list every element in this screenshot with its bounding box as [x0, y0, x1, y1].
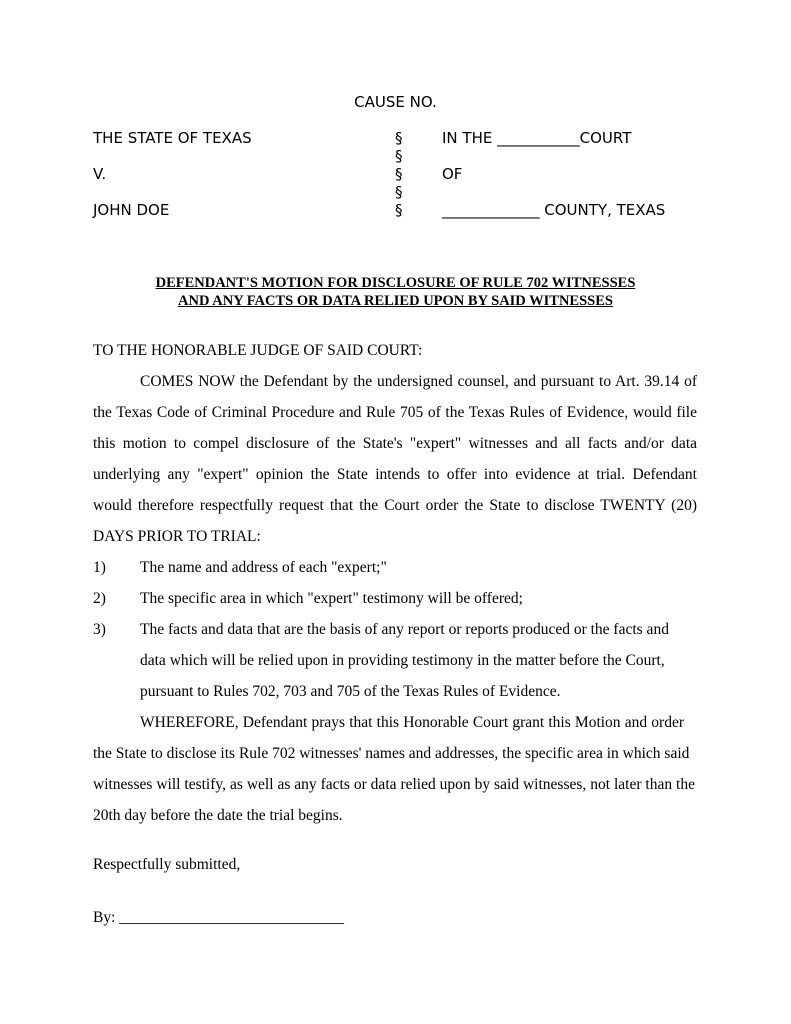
- item-number: 2): [93, 590, 106, 607]
- party-versus: V.: [93, 165, 107, 183]
- salutation: TO THE HONORABLE JUDGE OF SAID COURT:: [93, 342, 423, 359]
- section-symbol: §: [395, 165, 403, 183]
- signature-line: By: _____________________________: [93, 909, 345, 926]
- court-of: OF: [442, 165, 463, 183]
- section-symbol: §: [395, 129, 403, 147]
- section-symbol: §: [395, 201, 403, 219]
- item-text: The specific area in which "expert" testimony will be offered;: [140, 590, 523, 607]
- intro-line: this motion to compel disclosure of the State's "expert" witnesses and all facts and/or data: [93, 435, 697, 452]
- intro-line: underlying any "expert" opinion the State intends to offer into evidence at trial. Defendant: [93, 466, 697, 483]
- prayer-line: WHEREFORE, Defendant prays that this Honorable Court grant this Motion and order: [140, 714, 684, 731]
- item-text: The name and address of each "expert;": [140, 559, 387, 576]
- cause-number: CAUSE NO.: [354, 93, 437, 111]
- motion-title-line1: DEFENDANT'S MOTION FOR DISCLOSURE OF RULE 702 WITNESSES: [155, 275, 636, 291]
- party-plaintiff: THE STATE OF TEXAS: [93, 129, 252, 147]
- item-text: pursuant to Rules 702, 703 and 705 of the Texas Rules of Evidence.: [140, 683, 561, 700]
- item-text: The facts and data that are the basis of any report or reports produced or the facts and: [140, 621, 669, 638]
- court-county: _____________ COUNTY, TEXAS: [442, 201, 666, 219]
- intro-line: would therefore respectfully request that the Court order the State to disclose TWENTY (20): [93, 497, 697, 514]
- prayer-line: witnesses will testify, as well as any facts or data relied upon by said witnesses, not later than the: [93, 776, 695, 793]
- intro-line: the Texas Code of Criminal Procedure and Rule 705 of the Texas Rules of Evidence, would file: [93, 404, 697, 421]
- section-symbol: §: [395, 183, 403, 201]
- item-number: 1): [93, 559, 106, 576]
- party-defendant: JOHN DOE: [93, 201, 170, 219]
- intro-line: COMES NOW the Defendant by the undersigned counsel, and pursuant to Art. 39.14 of: [140, 373, 697, 390]
- motion-title-line2: AND ANY FACTS OR DATA RELIED UPON BY SAID WITNESSES: [178, 293, 613, 309]
- prayer-line: 20th day before the date the trial begins.: [93, 807, 343, 824]
- item-number: 3): [93, 621, 106, 638]
- intro-line: DAYS PRIOR TO TRIAL:: [93, 528, 261, 545]
- court-name: IN THE ___________COURT: [442, 129, 632, 147]
- closing: Respectfully submitted,: [93, 856, 241, 873]
- section-symbol: §: [395, 147, 403, 165]
- prayer-line: the State to disclose its Rule 702 witnesses' names and addresses, the specific area in which said: [93, 745, 690, 762]
- item-text: data which will be relied upon in providing testimony in the matter before the Court,: [140, 652, 665, 669]
